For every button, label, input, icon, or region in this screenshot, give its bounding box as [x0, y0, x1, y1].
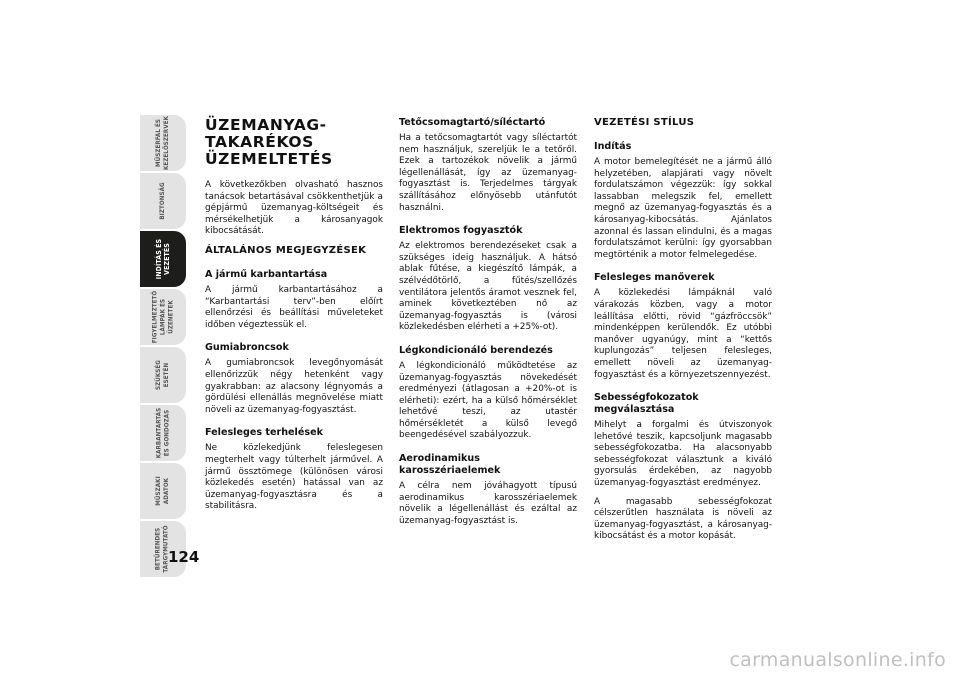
tab-emergency[interactable] — [140, 347, 186, 403]
tab-starting-driving[interactable] — [140, 231, 186, 287]
watermark: carmanualsonline.info — [729, 649, 946, 671]
heading-gear-selection: Sebességfokozatok megválasztása — [594, 392, 699, 416]
tab-label: MŰSZERFAL ÉS KEZELŐSZERVEK — [155, 115, 171, 171]
paragraph-manoeuvres: A közlekedési lámpáknál való várakozás közben, vagy a motor leállítása előtti, rövid “gázfröccsök” mindenképpen kerülendők. Ez utóbbi manőver ugyanúgy, mint a “kettős kuplungozás” teljesen felesleges, emellett növeli az üzemanyag-fogyasztást és a környezetszennyezést. — [594, 288, 772, 380]
column-3 — [594, 117, 772, 550]
column-2 — [399, 117, 577, 534]
heading-maintenance: A jármű karbantartása — [205, 268, 328, 280]
heading-starting: Indítás — [594, 141, 632, 152]
paragraph-load: Ne közlekedjünk feleslegesen megterhelt vagy túlterhelt járművel. A jármű össztömege (különösen városi közlekedés esetén) hatással van az üzemanyag-fogyasztásra és a stabilitásra. — [205, 443, 383, 512]
tab-label: BETŰRENDES TÁRGYMUTATÓ — [155, 525, 170, 573]
paragraph-electric: Az elektromos berendezéseket csak a szükséges ideig használjuk. A hátsó ablak fűtése, a kiegészítő lámpák, a szélvédőtörlő, a fűtés/szellőzés ventilátora jelentős áramot vesznek fel, aminek következtében nő az üzemanyag-fogyasztás is (városi közlekedésben elérheti a +25%-ot). — [399, 241, 577, 333]
paragraph-maintenance: A jármű karbantartásához a “Karbantartási terv”-ben előírt ellenőrzési és beállítási műveleteket időben végeztessük el. — [205, 284, 383, 330]
paragraph-tyres: A gumiabroncsok levegőnyomását ellenőrizzük négy hetenként vagy gyakrabban: az alacsony légnyomás a gördülési ellenállás megnövelése miatt növeli az üzemanyag-fogyasztást. — [205, 358, 383, 415]
column-1 — [205, 117, 383, 520]
tab-label: INDÍTÁS ÉS VEZETÉS — [155, 238, 171, 280]
section-title-general: ÁLTALÁNOS MEGJEGYZÉSEK — [205, 244, 367, 256]
paragraph-starting: A motor bemelegítését ne a jármű álló helyzetében, alapjárati vagy növelt fordulatszámon végezzük: így sokkal lassabban melegszik fel, emellett megnő az üzemanyag-fogyasztás és a károsanyag-kibocsátás. Ajánlatos azonnal és lassan elindulni, és a magas fordulatszámot kerülni: így gyorsabban megtörténik a motor felmelegedése. — [594, 157, 772, 260]
tab-label: BIZTONSÁG — [159, 182, 166, 220]
tab-label: MŰSZAKI ADATOK — [155, 476, 170, 506]
chapter-tabs — [140, 115, 188, 579]
tab-label: FIGYELMEZTETŐ LÁMPÁK ÉS ÜZENETEK — [151, 290, 174, 344]
tab-safety[interactable] — [140, 173, 186, 229]
tab-instruments[interactable] — [140, 115, 186, 171]
paragraph-gear-selection-1: Mihelyt a forgalmi és útviszonyok lehetővé teszik, kapcsoljunk magasabb sebességfokozatba. Ha alacsonyabb sebességfokozat választunk a kiváló gyorsulás érdekében, az nagyobb üzemanyag-fogyasztást eredményez. — [594, 420, 772, 489]
paragraph-aerodynamics: A célra nem jóváhagyott típusú aerodinamikus karosszériaelemek növelik a légellenállást és ezáltal az üzemanyag-fogyasztást is. — [399, 481, 577, 526]
tab-technical-data[interactable] — [140, 463, 186, 519]
heading-electric: Elektromos fogyasztók — [399, 225, 523, 237]
page-title: ÜZEMANYAG- TAKARÉKOS ÜZEMELTETÉS — [205, 116, 333, 168]
tab-maintenance[interactable] — [140, 405, 186, 461]
tab-label: KARBANTARTÁS ÉS GONDOZÁS — [155, 407, 170, 459]
tab-warning-lights[interactable] — [140, 289, 186, 345]
heading-load: Felesleges terhelések — [205, 427, 323, 439]
heading-roof-rack: Tetőcsomagtartó/síléctartó — [399, 117, 546, 128]
paragraph-air-conditioning: A légkondicionáló működtetése az üzemanyag-fogyasztás növekedését eredményezi (átlagosan a +20%-ot is elérheti): ezért, ha a külső hőmérséklet lehetővé teszi, az utastér hőmérsékletét a külső levegő beengedésével szabályozzuk. — [399, 360, 577, 441]
heading-aerodynamics: Aerodinamikus karosszériaelemek — [399, 453, 501, 477]
intro-paragraph: A következőkben olvasható hasznos tanácsok betartásával csökkenthetjük a gépjármű üzemanyag-költségeit és mérsékelhetjük a károsanyagok kibocsátását. — [205, 180, 383, 237]
section-title-driving-style: VEZETÉSI STÍLUS — [594, 117, 695, 128]
paragraph-roof-rack: Ha a tetőcsomagtartót vagy síléctartót nem használjuk, szereljük le a tetőről. Ezek a tartozékok növelik a jármű légellenállását, így az üzemanyag-fogyasztást is. Terjedelmes tárgyak szállításához előnyösebb utánfutót használni. — [399, 133, 577, 213]
tab-label: SZÜKSÉG ESETÉN — [155, 360, 170, 390]
page-number: 124 — [168, 548, 200, 566]
heading-air-conditioning: Légkondicionáló berendezés — [399, 344, 553, 356]
paragraph-gear-selection-2: A magasabb sebességfokozat célszerűtlen használata is növeli az üzemanyag-fogyasztást, a károsanyag-kibocsátást és a motor kopását. — [594, 496, 772, 542]
heading-tyres: Gumiabroncsok — [205, 342, 289, 354]
heading-manoeuvres: Felesleges manőverek — [594, 272, 715, 284]
